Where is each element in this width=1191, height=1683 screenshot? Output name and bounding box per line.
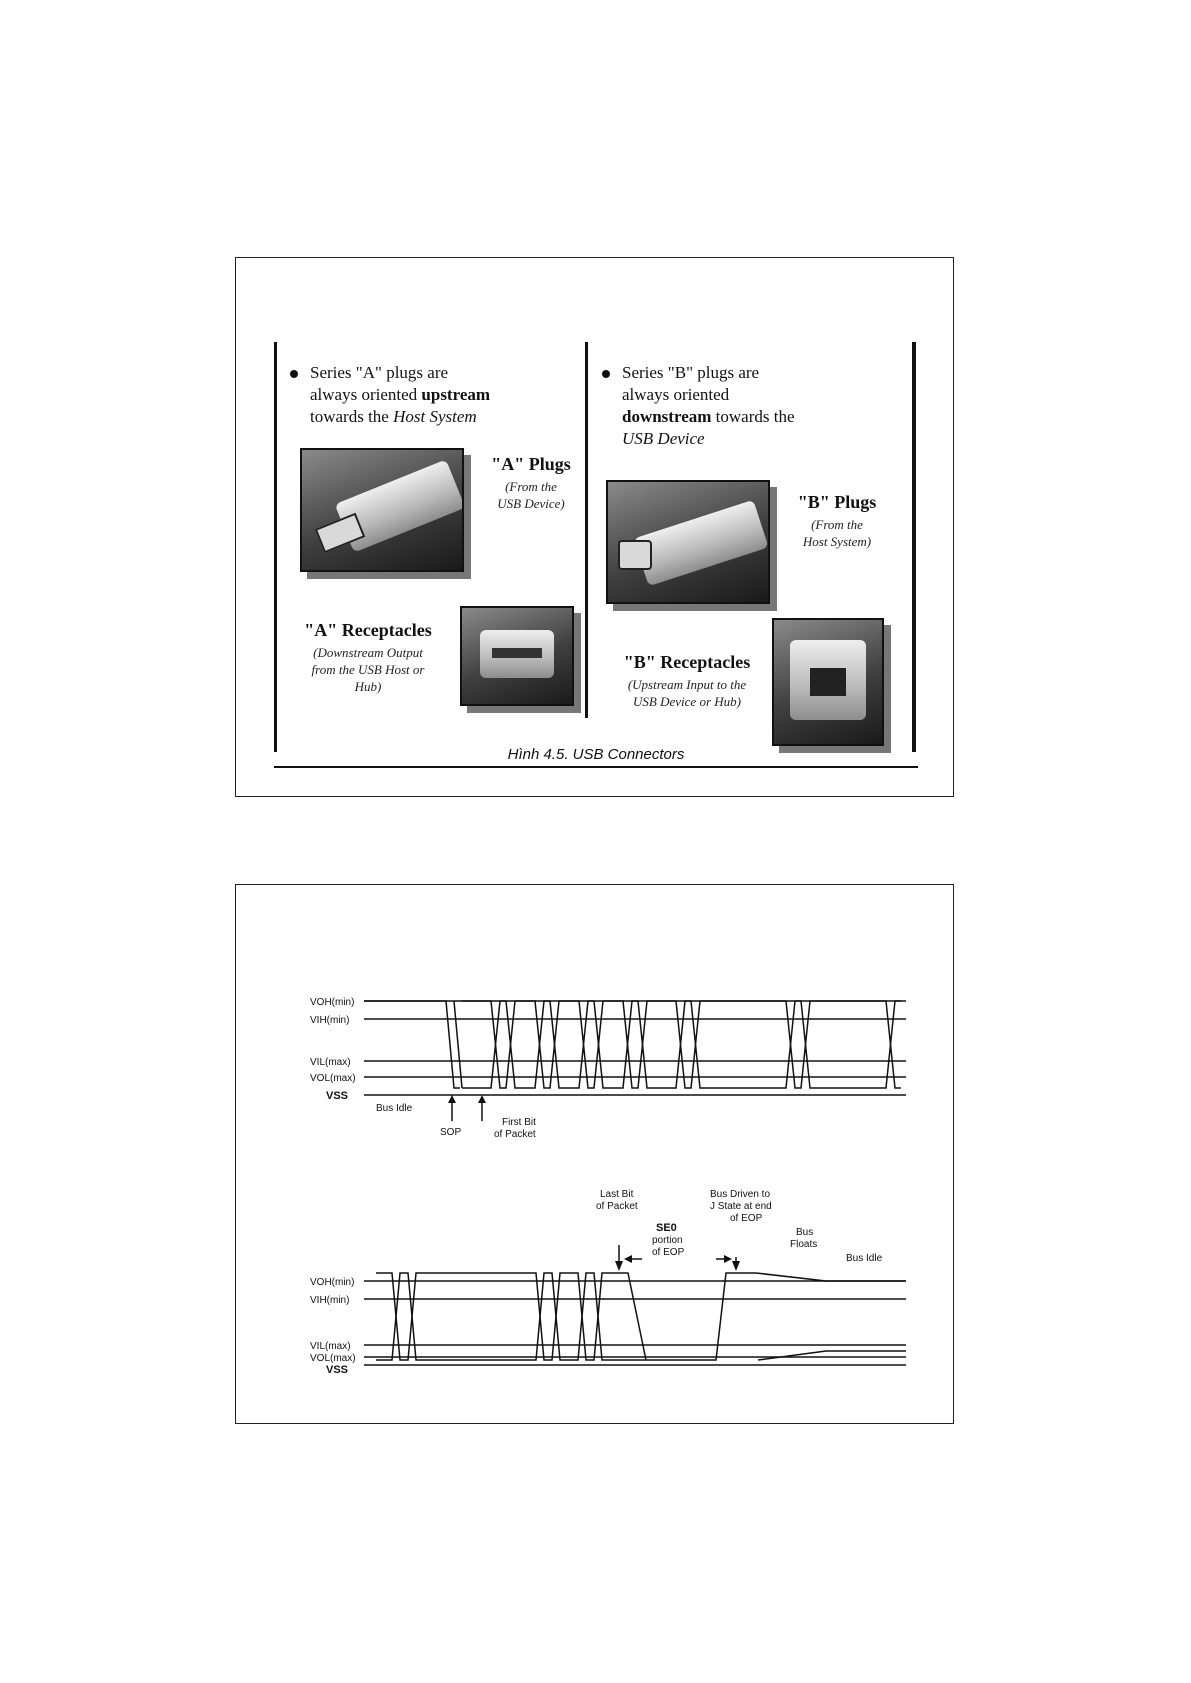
- a-plug-photo: [300, 448, 464, 572]
- bullet-icon: [290, 370, 298, 378]
- a-receptacles-title: "A" Receptacles: [304, 620, 432, 640]
- eop-timing-diagram: [306, 1165, 926, 1395]
- b-plugs-title: "B" Plugs: [797, 492, 877, 512]
- series-b-column: [592, 342, 910, 752]
- annotation-label: of EOP: [730, 1213, 763, 1224]
- b-receptacle-photo: [772, 618, 884, 746]
- series-a-bullet: Series "A" plugs are always oriented upstream towards the Host System: [310, 363, 491, 426]
- series-a-column: [280, 342, 580, 752]
- a-plugs-subtitle: (From the USB Device): [497, 479, 565, 511]
- level-label: VIL(max): [310, 1341, 351, 1352]
- bullet-icon: [602, 370, 610, 378]
- annotation-label: portion: [652, 1235, 683, 1246]
- figure-caption: Hình 4.5. USB Connectors: [507, 746, 685, 763]
- sop-timing-diagram: [306, 985, 926, 1145]
- level-label: VSS: [326, 1364, 349, 1376]
- a-receptacles-subtitle: (Downstream Output from the USB Host or Hub): [311, 645, 425, 694]
- annotation-label: Bus: [796, 1227, 814, 1238]
- b-plugs-subtitle: (From the Host System): [802, 517, 872, 549]
- annotation-label: Bus Idle: [846, 1253, 883, 1264]
- annotation-label: Bus Driven to: [710, 1189, 771, 1200]
- annotation-label: J State at end: [710, 1201, 772, 1212]
- level-label: VIL(max): [310, 1057, 351, 1068]
- annotation-label: First Bit: [502, 1117, 536, 1128]
- level-label: VIH(min): [310, 1015, 350, 1026]
- annotation-label: SOP: [440, 1127, 462, 1138]
- b-receptacles-subtitle: (Upstream Input to the USB Device or Hub): [627, 677, 747, 709]
- slide-usb-connectors: [235, 257, 954, 797]
- level-label: VOH(min): [310, 997, 355, 1008]
- level-label: VOH(min): [310, 1277, 355, 1288]
- level-label: VSS: [326, 1090, 349, 1102]
- connector-figure: [274, 342, 918, 772]
- annotation-label: of Packet: [494, 1129, 536, 1140]
- level-label: VIH(min): [310, 1295, 350, 1306]
- level-label: VOL(max): [310, 1353, 356, 1364]
- annotation-label: Last Bit: [600, 1189, 634, 1200]
- slide-usb-timing: [235, 884, 954, 1424]
- series-b-bullet: Series "B" plugs are always oriented downstream towards the USB Device: [622, 363, 795, 448]
- annotation-label: Bus Idle: [376, 1103, 413, 1114]
- annotation-label: SE0: [656, 1222, 677, 1234]
- b-plug-photo: [606, 480, 770, 604]
- a-receptacle-photo: [460, 606, 574, 706]
- annotation-label: of Packet: [596, 1201, 638, 1212]
- a-plugs-title: "A" Plugs: [491, 454, 571, 474]
- annotation-label: Floats: [790, 1239, 818, 1250]
- level-label: VOL(max): [310, 1073, 356, 1084]
- annotation-label: of EOP: [652, 1247, 685, 1258]
- b-receptacles-title: "B" Receptacles: [623, 652, 751, 672]
